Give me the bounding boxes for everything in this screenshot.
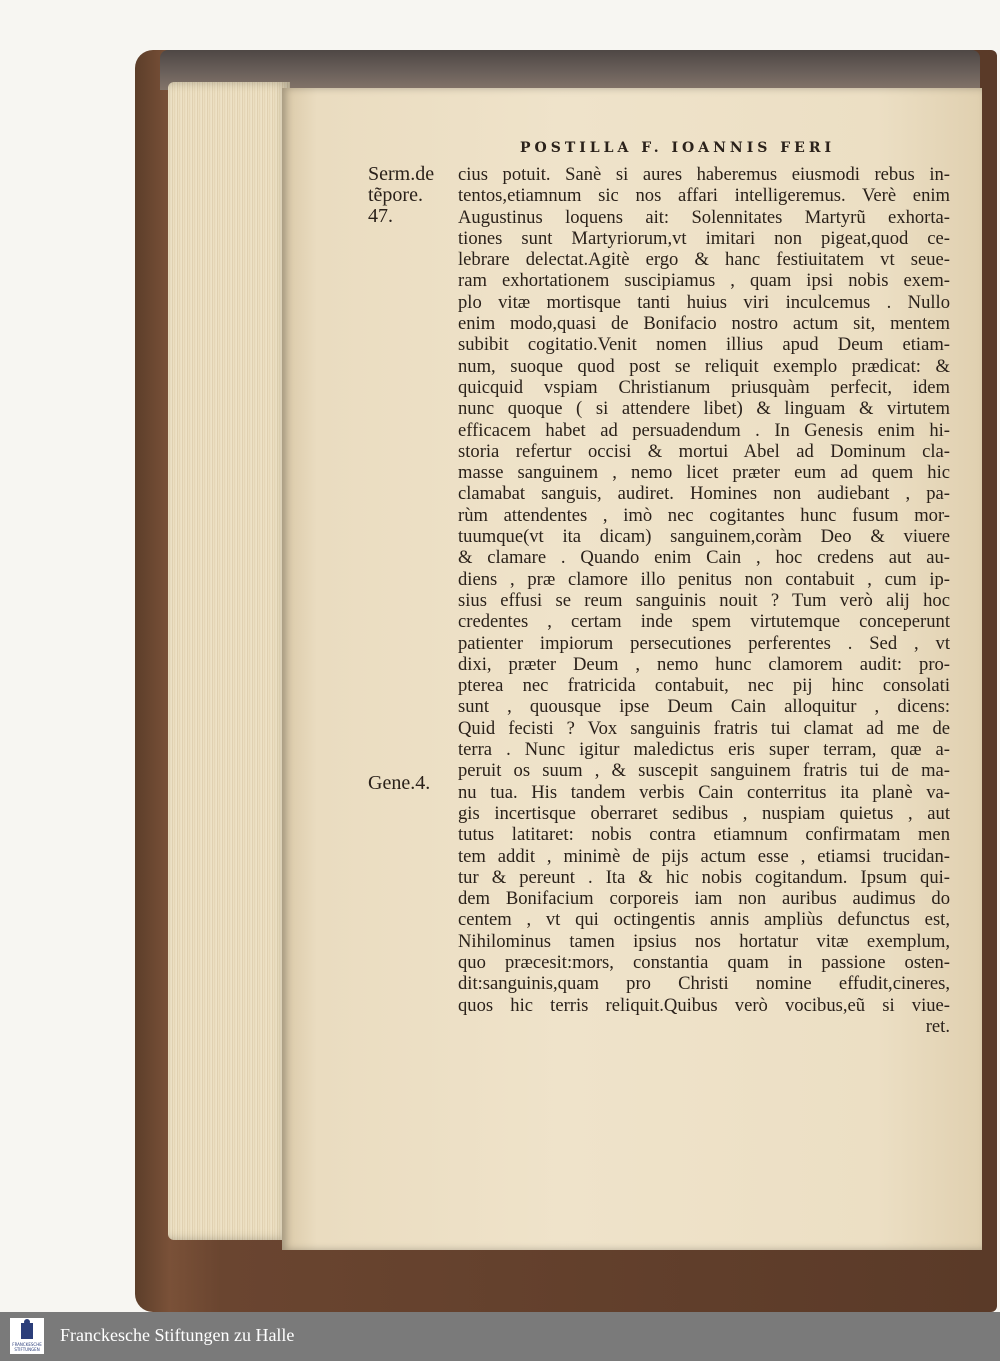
footer-label: Franckesche Stiftungen zu Halle (60, 1325, 295, 1345)
text-line: ram exhortationem suscipiamus , quam ipsi nobis exem- (458, 270, 950, 292)
text-line: tiones sunt Martyriorum,vt imitari non pigeat,quod ce- (458, 227, 950, 249)
text-line: pterea nec fratricida contabuit, nec pij hinc consolati (458, 675, 950, 697)
margin-note-line: Serm.de (368, 163, 435, 185)
margin-note-genesis (368, 773, 458, 794)
page-edges (168, 82, 290, 1240)
text-line: Nihilominus tamen ipsius nos hortatur vitæ exemplum, (458, 930, 950, 952)
text-line: tentos,etiamnum sic nos affari intelligeremus. Verè enim (458, 185, 950, 207)
text-line: ret. (925, 1015, 950, 1037)
text-line: dit:sanguinis,quam pro Christi nomine effudit,cineres, (458, 973, 950, 995)
text-line: peruit os suum , & suscepit sanguinem fratris tui de ma- (458, 760, 950, 782)
text-line: cius potuit. Sanè si aures haberemus eiusmodi rebus in- (458, 164, 950, 185)
text-line: diens , præ clamore illo penitus non contabuit , cum ip- (458, 568, 950, 590)
text-line: storia refertur occisi & mortui Abel ad Dominum cla- (458, 440, 950, 462)
margin-note-sermon (368, 164, 458, 227)
text-line: terra . Nunc igitur maledictus eris super terram, quæ a- (458, 739, 950, 761)
margin-note-line: tẽpore. (368, 184, 423, 206)
text-line: nu tua. His tandem verbis Cain conterritus ita planè va- (458, 781, 950, 803)
text-line: tutus latitaret: nobis contra etiamnum confirmatam men (458, 824, 950, 846)
text-line: num, suoque quod post se reliquit exemplo prædicat: & (458, 355, 950, 377)
margin-note-line: 47. (368, 205, 393, 227)
text-line: Quid fecisti ? Vox sanguinis fratris tui clamat ad me de (458, 717, 950, 739)
text-line: tur & pereunt . Ita & hic nobis cogitandum. Ipsum qui- (458, 866, 950, 888)
text-line: gis incertisque oberraret sedibus , nuspiam quietus , aut (458, 802, 950, 824)
text-line: centem , vt qui octingentis annis ampliùs defunctus est, (458, 909, 950, 931)
text-line: dixi, præter Deum , nemo hunc clamorem audit: pro- (458, 653, 950, 675)
institution-logo (10, 1318, 44, 1354)
footer-bar (0, 1312, 1000, 1361)
text-line: masse sanguinem , nemo licet præter eum ad quem hic (458, 462, 950, 484)
text-line: dem Bonifacium corporeis iam non auribus audimus do (458, 888, 950, 910)
text-line: Augustinus loquens ait: Solennitates Martyrũ exhorta- (458, 206, 950, 228)
text-line: credentes , certam inde spem virtutemque conceperunt (458, 611, 950, 633)
text-line: quicquid vspiam Christianum priusquàm perfecit, idem (458, 376, 950, 398)
text-line: enim modo,quasi de Bonifacio nostro actum sit, mentem (458, 313, 950, 335)
text-line: quo præcesit:mors, constantia quam in passione osten- (458, 951, 950, 973)
text-line: tem addit , minimè de pijs actum esse , etiamsi trucidan- (458, 845, 950, 867)
text-line: clamabat sanguis, audiret. Homines non audiebant , pa- (458, 483, 950, 505)
text-line: quos hic terris reliquit.Quibus verò vocibus,eũ si viue- (458, 994, 950, 1016)
text-line: sunt , quousque ipse Deum Cain alloquitur , dicens: (458, 696, 950, 718)
body-text (458, 164, 950, 1037)
text-line: sius effusi se reum sanguinis nouit ? Tum verò alij hoc (458, 589, 950, 611)
text-line: patienter impiorum persecutiones perferentes . Sed , vt (458, 632, 950, 654)
logo-text: FRANCKESCHE STIFTUNGEN (12, 1342, 42, 1352)
text-line: subibit cogitatio.Venit nomen illius apud Deum etiam- (458, 334, 950, 356)
text-line: plo vitæ mortisque tanti huius viri inculcemus . Nullo (458, 291, 950, 313)
text-line: & clamare . Quando enim Cain , hoc credens aut au- (458, 547, 950, 569)
text-line: lebrare delectat.Agitè ergo & hanc festiuitatem vt seue- (458, 249, 950, 271)
text-line: efficacem habet ad persuadendum . In Genesis enim hi- (458, 419, 950, 441)
text-line: tuumque(vt ita dicam) sanguinem,coràm Deo & viuere (458, 526, 950, 548)
text-line: nunc quoque ( si attendere libet) & linguam & virtutem (458, 398, 950, 420)
margin-note-line: Gene.4. (368, 772, 431, 794)
orphanage-icon (21, 1323, 33, 1339)
text-line: rùm attendentes , imò nec cogitantes hunc fusum mor- (458, 504, 950, 526)
running-head: POSTILLA F. IOANNIS FERI (520, 140, 836, 156)
